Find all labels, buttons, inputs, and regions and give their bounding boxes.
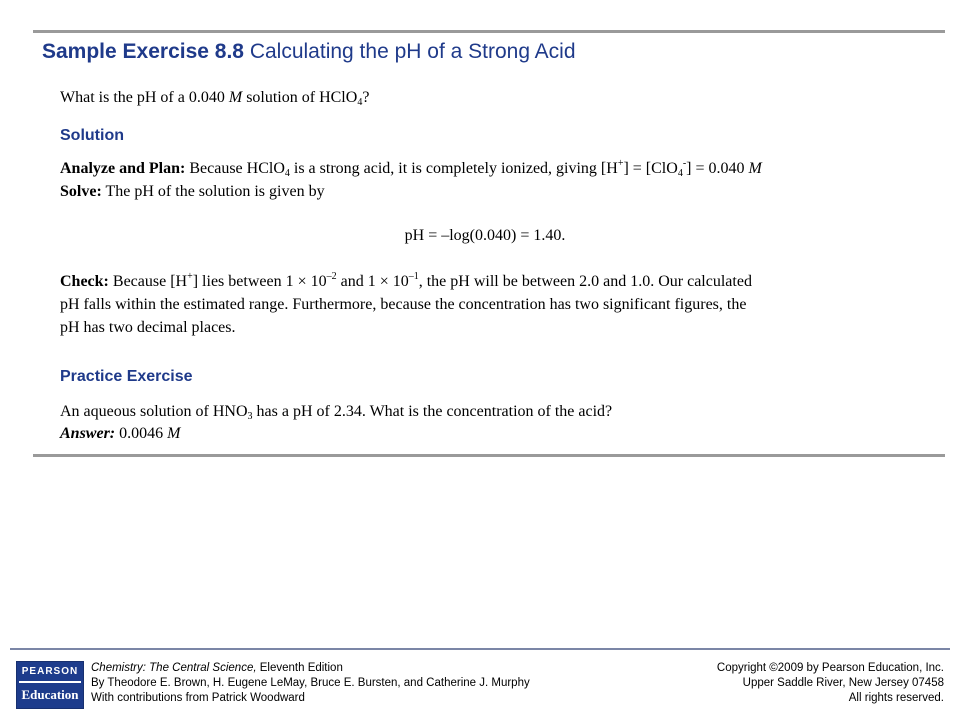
footer-citation: [91, 661, 530, 706]
check-t4: , the pH will be between 2.0 and 1.0. Our calculated: [418, 273, 752, 290]
analyze-t2: is a strong acid, it is completely ionized, giving [H: [289, 160, 618, 177]
solve-text: The pH of the solution is given by: [101, 183, 325, 200]
check-t2: ] lies between 1 × 10: [192, 273, 327, 290]
footer-divider: [10, 648, 950, 650]
top-divider: [33, 30, 945, 33]
question-unit: M: [228, 89, 243, 106]
book-title: Chemistry: The Central Science,: [91, 662, 257, 674]
practice-heading: Practice Exercise: [60, 368, 193, 385]
logo-line-1: PEARSON: [21, 666, 79, 677]
question-mid: solution of HClO: [242, 89, 358, 106]
pearson-logo: [16, 661, 84, 709]
check-sup1: +: [187, 271, 193, 282]
analyze-t3: ] = [ClO: [623, 160, 678, 177]
answer-unit: M: [167, 425, 181, 442]
analyze-t1: Because HClO: [185, 160, 285, 177]
analyze-label: Analyze and Plan:: [60, 160, 186, 177]
check-sup2: –2: [326, 271, 337, 282]
check-line-1: [60, 271, 752, 293]
copyright-line-1: Copyright ©2009 by Pearson Education, Inc.: [716, 662, 944, 674]
answer-value: 0.0046: [115, 425, 168, 442]
practice-sub: 3: [247, 411, 253, 422]
solve-line: [60, 181, 325, 203]
analyze-t4: ] = 0.040: [686, 160, 749, 177]
check-line-2: pH falls within the estimated range. Furthermore, because the concentration has two significant figures, the: [60, 296, 747, 313]
check-line-3: pH has two decimal places.: [60, 319, 236, 336]
footer-book-line: [91, 661, 530, 676]
logo-line-2: Education: [21, 687, 79, 702]
ph-equation: pH = –log(0.040) = 1.40.: [404, 227, 566, 244]
exercise-label: Sample Exercise 8.8: [42, 40, 244, 63]
solution-heading: Solution: [60, 127, 124, 144]
question-pre: What is the pH of a 0.040: [60, 89, 229, 106]
answer-label: Answer:: [60, 425, 116, 442]
check-label: Check:: [60, 273, 109, 290]
footer-contributions: With contributions from Patrick Woodward: [91, 692, 305, 704]
check-t3: and 1 × 10: [336, 273, 409, 290]
solve-label: Solve:: [60, 183, 102, 200]
footer-authors: By Theodore E. Brown, H. Eugene LeMay, Bruce E. Bursten, and Catherine J. Murphy: [91, 677, 530, 689]
analyze-sup1: +: [617, 158, 624, 169]
analyze-unit: M: [748, 160, 762, 177]
question-text: [60, 87, 369, 109]
check-sup3: –1: [408, 271, 419, 282]
practice-t1: An aqueous solution of HNO: [60, 403, 248, 420]
copyright-line-3: All rights reserved.: [848, 692, 944, 704]
analyze-s2: 4: [677, 168, 683, 179]
analyze-s1: 4: [284, 168, 290, 179]
bottom-divider: [33, 454, 945, 457]
analyze-sup2: -: [682, 158, 687, 169]
practice-t2: has a pH of 2.34. What is the concentration of the acid?: [252, 403, 613, 420]
question-post: ?: [362, 89, 370, 106]
copyright-line-2: Upper Saddle River, New Jersey 07458: [742, 677, 944, 689]
practice-answer: [60, 423, 180, 445]
page-title: [42, 40, 576, 64]
analyze-line: [60, 158, 762, 180]
check-t1: Because [H: [108, 273, 188, 290]
footer-copyright: [717, 661, 944, 706]
book-edition: Eleventh Edition: [256, 662, 343, 674]
exercise-title: Calculating the pH of a Strong Acid: [249, 40, 576, 63]
question-sub: 4: [357, 97, 363, 108]
logo-bar: [19, 681, 81, 683]
practice-question: [60, 401, 612, 423]
